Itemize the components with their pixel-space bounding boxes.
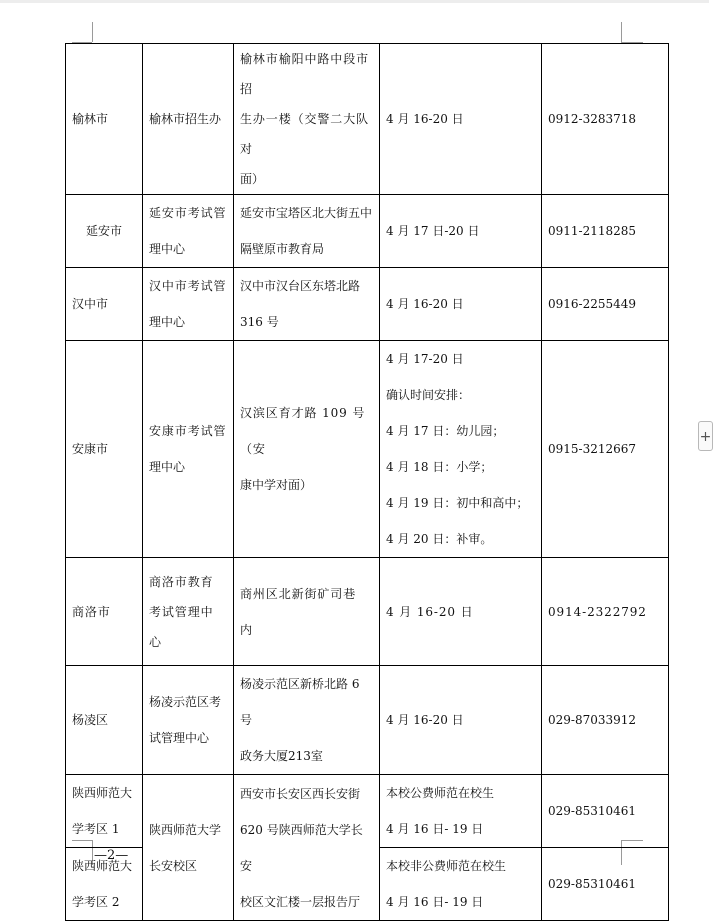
city-cell: 陕西师范大 学考区 1 <box>66 775 143 848</box>
crop-mark-top-left-v <box>92 22 93 42</box>
dept-cell: 陕西师范大学 长安校区 <box>143 775 234 921</box>
city-cell: 延安市 <box>66 195 143 268</box>
table-row <box>66 44 669 195</box>
page-number: —2— <box>94 848 129 863</box>
city-cell: 陕西师范大 学考区 2 <box>66 848 143 921</box>
address-cell: 汉滨区育才路 109 号（安 康中学对面） <box>234 341 380 558</box>
address-cell: 商州区北新街矿司巷 内 <box>234 558 380 666</box>
city-cell: 杨凌区 <box>66 666 143 775</box>
phone-cell: 0914-2322792 <box>542 558 669 666</box>
address-cell: 延安市宝塔区北大街五中 隔壁原市教育局 <box>234 195 380 268</box>
dept-cell: 汉中市考试管 理中心 <box>143 268 234 341</box>
date-cell: 4 月 17-20 日 确认时间安排： 4 月 17 日：幼儿园； 4 月 18 日：小学； 4 月 19 日：初中和高中； 4 月 20 日：补审。 <box>380 341 542 558</box>
date-cell: 本校非公费师范在校生 4 月 16 日- 19 日 <box>380 848 542 921</box>
phone-cell: 029-85310461 <box>542 848 669 921</box>
exam-sites-table <box>65 43 669 921</box>
phone-cell: 0915-3212667 <box>542 341 669 558</box>
dept-cell: 延安市考试管 理中心 <box>143 195 234 268</box>
table-row <box>66 341 669 558</box>
city-cell: 汉中市 <box>66 268 143 341</box>
city-cell: 安康市 <box>66 341 143 558</box>
date-cell: 4 月 16-20 日 <box>380 666 542 775</box>
table-row <box>66 666 669 775</box>
phone-cell: 0912-3283718 <box>542 44 669 195</box>
address-cell: 西安市长安区西长安街 620 号陕西师范大学长安 校区文汇楼一层报告厅 <box>234 775 380 921</box>
date-cell: 4 月 17 日-20 日 <box>380 195 542 268</box>
city-cell: 榆林市 <box>66 44 143 195</box>
table-row <box>66 195 669 268</box>
date-cell: 4 月 16-20 日 <box>380 558 542 666</box>
dept-cell: 杨凌示范区考 试管理中心 <box>143 666 234 775</box>
dept-cell: 商洛市教育 考试管理中 心 <box>143 558 234 666</box>
dept-cell: 榆林市招生办 <box>143 44 234 195</box>
phone-cell: 0916-2255449 <box>542 268 669 341</box>
add-row-button[interactable]: + <box>698 421 713 451</box>
city-cell: 商洛市 <box>66 558 143 666</box>
address-cell: 榆林市榆阳中路中段市招 生办一楼（交警二大队对 面） <box>234 44 380 195</box>
date-cell: 本校公费师范在校生 4 月 16 日- 19 日 <box>380 775 542 848</box>
phone-cell: 029-87033912 <box>542 666 669 775</box>
table-row <box>66 268 669 341</box>
top-toolbar-strip <box>0 0 709 3</box>
table-row <box>66 775 669 848</box>
table-row <box>66 558 669 666</box>
phone-cell: 029-85310461 <box>542 775 669 848</box>
crop-mark-top-right-v <box>621 22 622 42</box>
date-cell: 4 月 16-20 日 <box>380 44 542 195</box>
phone-cell: 0911-2118285 <box>542 195 669 268</box>
dept-cell: 安康市考试管 理中心 <box>143 341 234 558</box>
date-cell: 4 月 16-20 日 <box>380 268 542 341</box>
address-cell: 汉中市汉台区东塔北路 316 号 <box>234 268 380 341</box>
address-cell: 杨凌示范区新桥北路 6 号 政务大厦213室 <box>234 666 380 775</box>
